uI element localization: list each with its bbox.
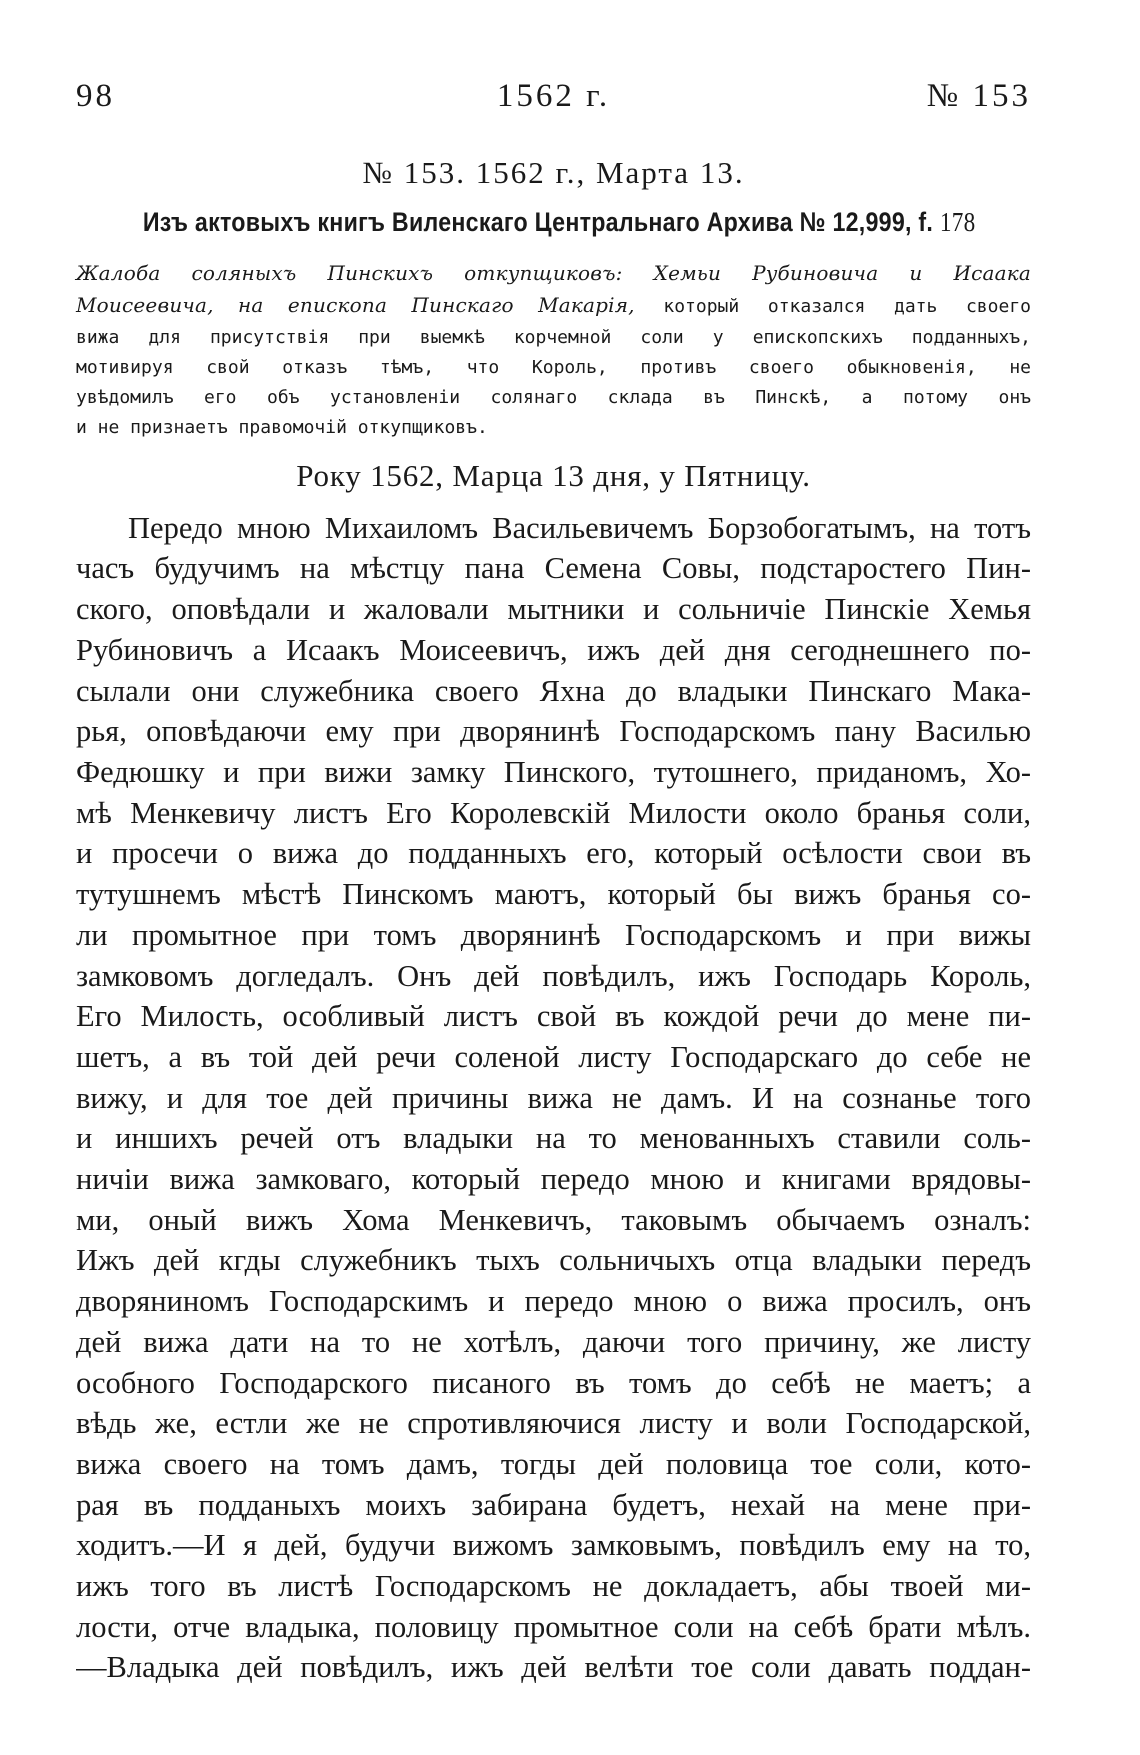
body-line: ижъ того въ листѣ Господарскомъ не докладаетъ, абы твоей ми- [76, 1569, 1031, 1604]
summary-line [76, 258, 1031, 290]
body-line: особного Господарского писаного въ томъ до себѣ не маетъ; а [76, 1365, 1031, 1400]
summary-italic: Жалоба соляныхъ Пинскихъ откупщиковъ: Хемьи Рубиновича и Исаака [76, 261, 1031, 285]
body-line: вижа своего на томъ дамъ, тогды дей половица тое соли, кото- [76, 1446, 1031, 1481]
body-line: рая въ подданыхъ моихъ забирана будетъ, нехай на мене при- [76, 1487, 1031, 1522]
body-line: замковомъ догледалъ. Онъ дей повѣдилъ, ижъ Господарь Король, [76, 958, 1031, 993]
body-line: Его Милость, особливый листъ свой въ кождой речи до мене пи- [76, 999, 1031, 1034]
body-line: —Владыка дей повѣдилъ, ижъ дей велѣти тое соли давать поддан- [76, 1650, 1031, 1685]
body-line: ли промытное при томъ дворянинѣ Господарскомъ и при вижы [76, 917, 1031, 952]
archive-folio: 178 [939, 207, 976, 237]
body-line: Ижъ дей кгды служебникъ тыхъ сольничыхъ отца владыки передъ [76, 1243, 1031, 1278]
body-line: вѣдь же, естли же не спротивляючися листу и воли Господарской, [76, 1406, 1031, 1441]
body-line: мѣ Менкевичу листъ Его Королевскій Милости около бранья соли, [76, 795, 1031, 830]
body-line: ми, оный вижъ Хома Менкевичъ, таковымъ обычаемъ озналъ: [76, 1202, 1031, 1237]
page-number: 98 [76, 78, 115, 114]
summary-line: увѣдомилъ его объ установленіи солянаго склада въ Пинскѣ, а потому онъ [76, 387, 1031, 409]
body-line: дей вижа дати на то не хотѣлъ, даючи того причину, же листу [76, 1324, 1031, 1359]
document-page [76, 70, 1031, 1730]
body-line: часъ будучимъ на мѣстцу пана Семена Совы, подстаростего Пин- [76, 551, 1031, 586]
summary-text: который отказался дать своего [663, 296, 1031, 318]
body-line: сылали они служебника своего Яхна до владыки Пинскаго Мака- [76, 673, 1031, 708]
summary-line: вижа для присутствія при выемкѣ корчемной соли у епископскихъ подданныхъ, [76, 326, 1031, 348]
body-line: ходитъ.—И я дей, будучи вижомъ замковымъ, повѣдилъ ему на то, [76, 1528, 1031, 1563]
body-line: ского, оповѣдали и жаловали мытники и сольничіе Пинскіе Хемья [76, 592, 1031, 627]
summary-line: мотивируя свой отказъ тѣмъ, что Король, противъ своего обыкновенія, не [76, 356, 1031, 378]
body-line: тутушнемъ мѣстѣ Пинскомъ маютъ, который бы вижъ бранья со- [76, 877, 1031, 912]
running-head-year: 1562 г. [496, 78, 611, 114]
document-summary [76, 258, 1031, 444]
body-line: дворяниномъ Господарскимъ и передо мною о вижа просилъ, онъ [76, 1284, 1031, 1319]
body-line: и просечи о вижа до подданныхъ его, который осѣлости свои въ [76, 836, 1031, 871]
body-line: ничіи вижа замковаго, который передо мною и книгами врядовы- [76, 1162, 1031, 1197]
running-head [76, 70, 1031, 122]
summary-italic: Моисеевича, на епископа Пинскаго Макарія, [76, 293, 635, 318]
body-line: Федюшку и при вижи замку Пинского, тутошнего, приданомъ, Хо- [76, 755, 1031, 789]
document-title: № 153. 1562 г., Марта 13. [362, 155, 745, 190]
body-line: Рубиновичъ а Исаакъ Моисеевичъ, ижъ дей дня сегоднешнего по- [76, 632, 1031, 667]
body-line: лости, отче владыка, половицу промытное соли на себѣ брати мѣлъ. [76, 1609, 1031, 1644]
document-body [76, 508, 1031, 1688]
archive-source [142, 207, 976, 238]
summary-line: и не признаетъ правомочій откупщиковъ. [76, 417, 488, 439]
body-line: и иншихъ речей отъ владыки на то менованныхъ ставили соль- [76, 1121, 1031, 1156]
body-line: рья, оповѣдаючи ему при дворянинѣ Господарскомъ пану Василью [76, 714, 1031, 749]
dateline: Року 1562, Марца 13 дня, у Пятницу. [296, 457, 811, 493]
running-head-doc-number: № 153 [926, 78, 1031, 114]
body-line: шетъ, а въ той дей речи соленой листу Господарскаго до себе не [76, 1039, 1031, 1074]
summary-line [76, 290, 1031, 322]
body-line: вижу, и для тое дей причины вижа не дамъ. И на сознанье того [76, 1080, 1031, 1115]
body-line: Передо мною Михаиломъ Васильевичемъ Борзобогатымъ, на тотъ [128, 510, 1031, 545]
archive-source-text: Изъ актовыхъ книгъ Виленскаго Центральнаго Архива № 12,999, f. [142, 207, 934, 237]
